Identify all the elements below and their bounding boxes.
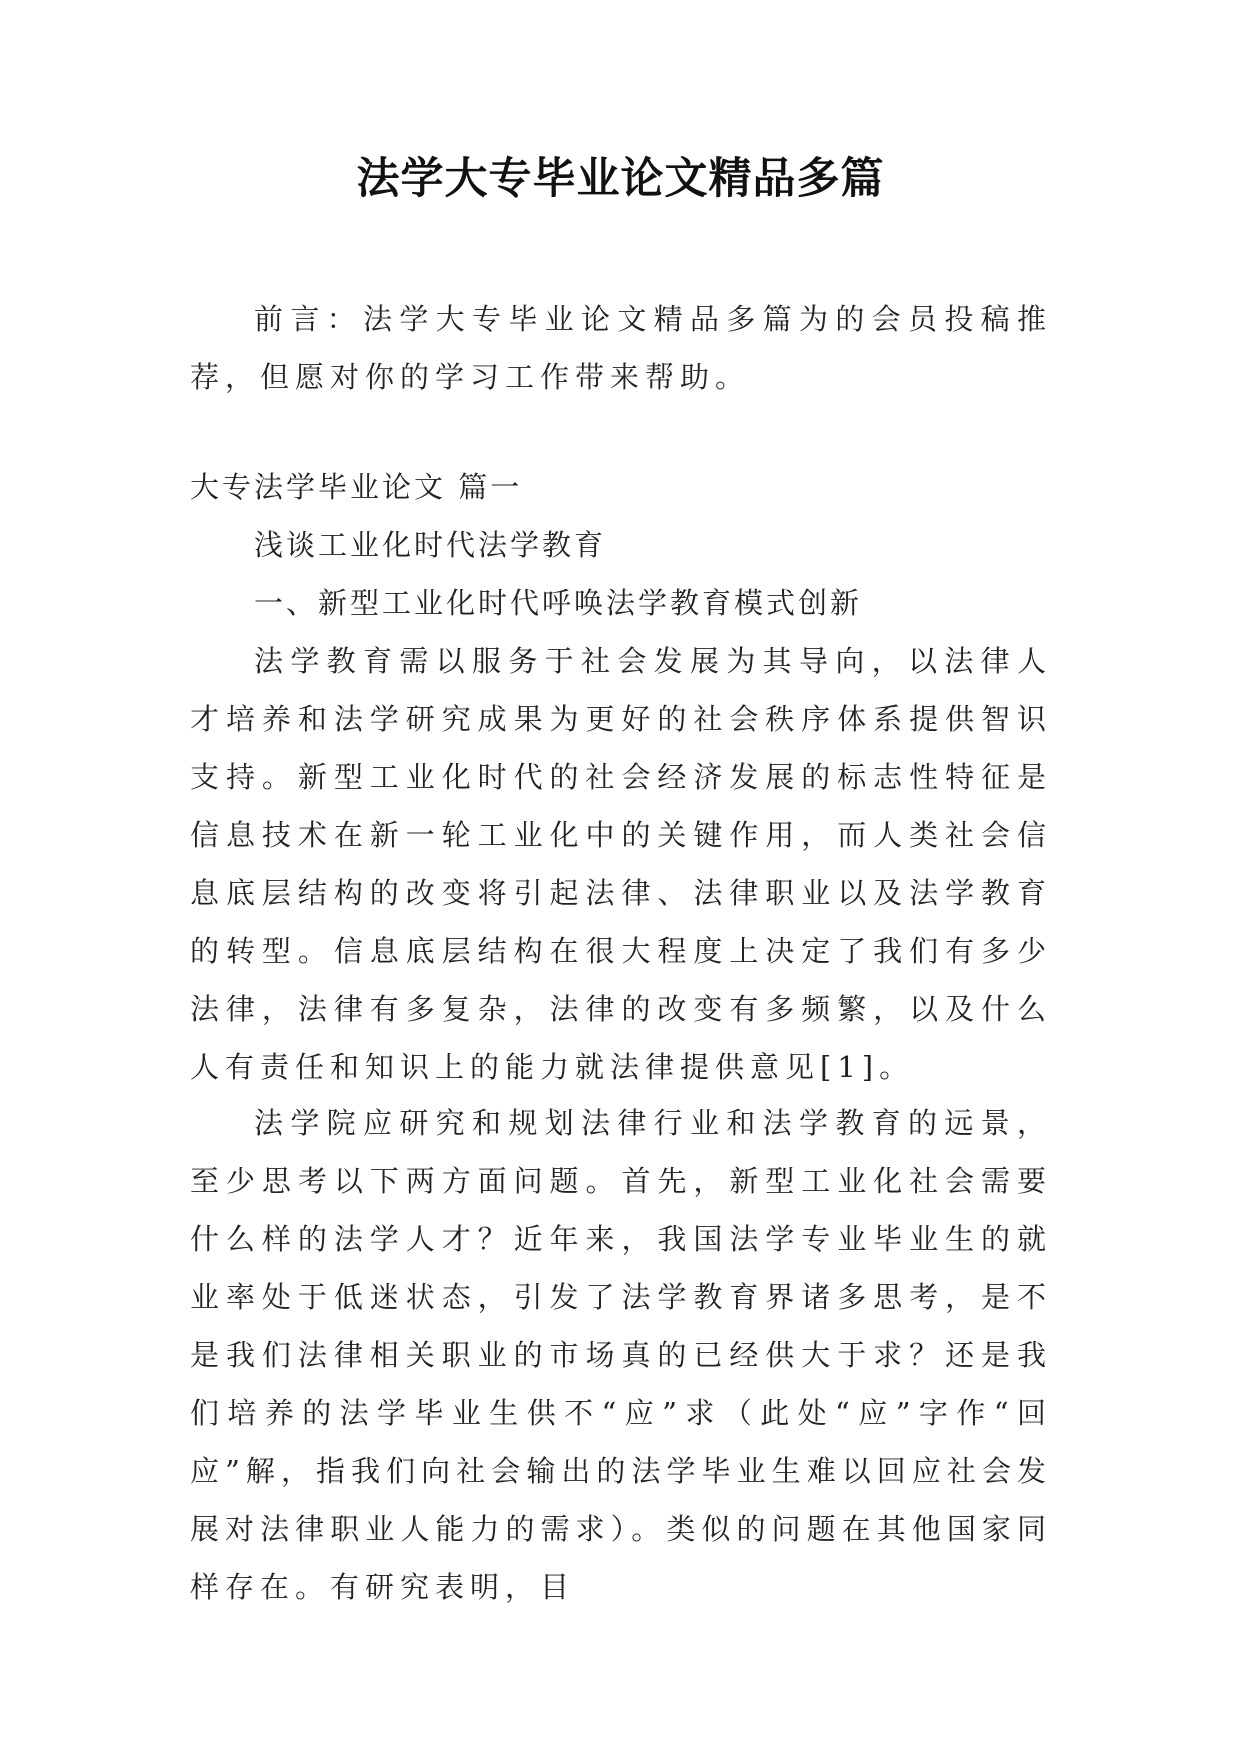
document-title: 法学大专毕业论文精品多篇 <box>356 154 885 204</box>
section-heading-one: 一、新型工业化时代呼唤法学教育模式创新 <box>254 586 863 620</box>
body-paragraph-2: 法学院应研究和规划法律行业和法学教育的远景，至少思考以下两方面问题。首先，新型工业化社会需要什么样的法学人才？近年来，我国法学专业毕业生的就业率处于低迷状态，引发了法学教育界诸多思考，是不是我们法律相关职业的市场真的已经供大于求？还是我们培养的法学毕业生供不“应”求（此处“应”字作“回应”解，指我们向社会输出的法学毕业生难以回应社会发展对法律职业人能力的需求）。类似的问题在其他国家同样存在。有研究表明，目 <box>190 1106 1052 1604</box>
body-paragraph-1: 法学教育需以服务于社会发展为其导向，以法律人才培养和法学研究成果为更好的社会秩序体系提供智识支持。新型工业化时代的社会经济发展的标志性特征是信息技术在新一轮工业化中的关键作用，而人类社会信息底层结构的改变将引起法律、法律职业以及法学教育的转型。信息底层结构在很大程度上决定了我们有多少法律，法律有多复杂，法律的改变有多频繁，以及什么人有责任和知识上的能力就法律提供意见[1]。 <box>190 644 1052 1084</box>
intro-paragraph: 前言：法学大专毕业论文精品多篇为的会员投稿推荐，但愿对你的学习工作带来帮助。 <box>190 302 1052 394</box>
article-subtitle: 浅谈工业化时代法学教育 <box>254 528 607 562</box>
section-title: 大专法学毕业论文 篇一 <box>190 470 523 504</box>
